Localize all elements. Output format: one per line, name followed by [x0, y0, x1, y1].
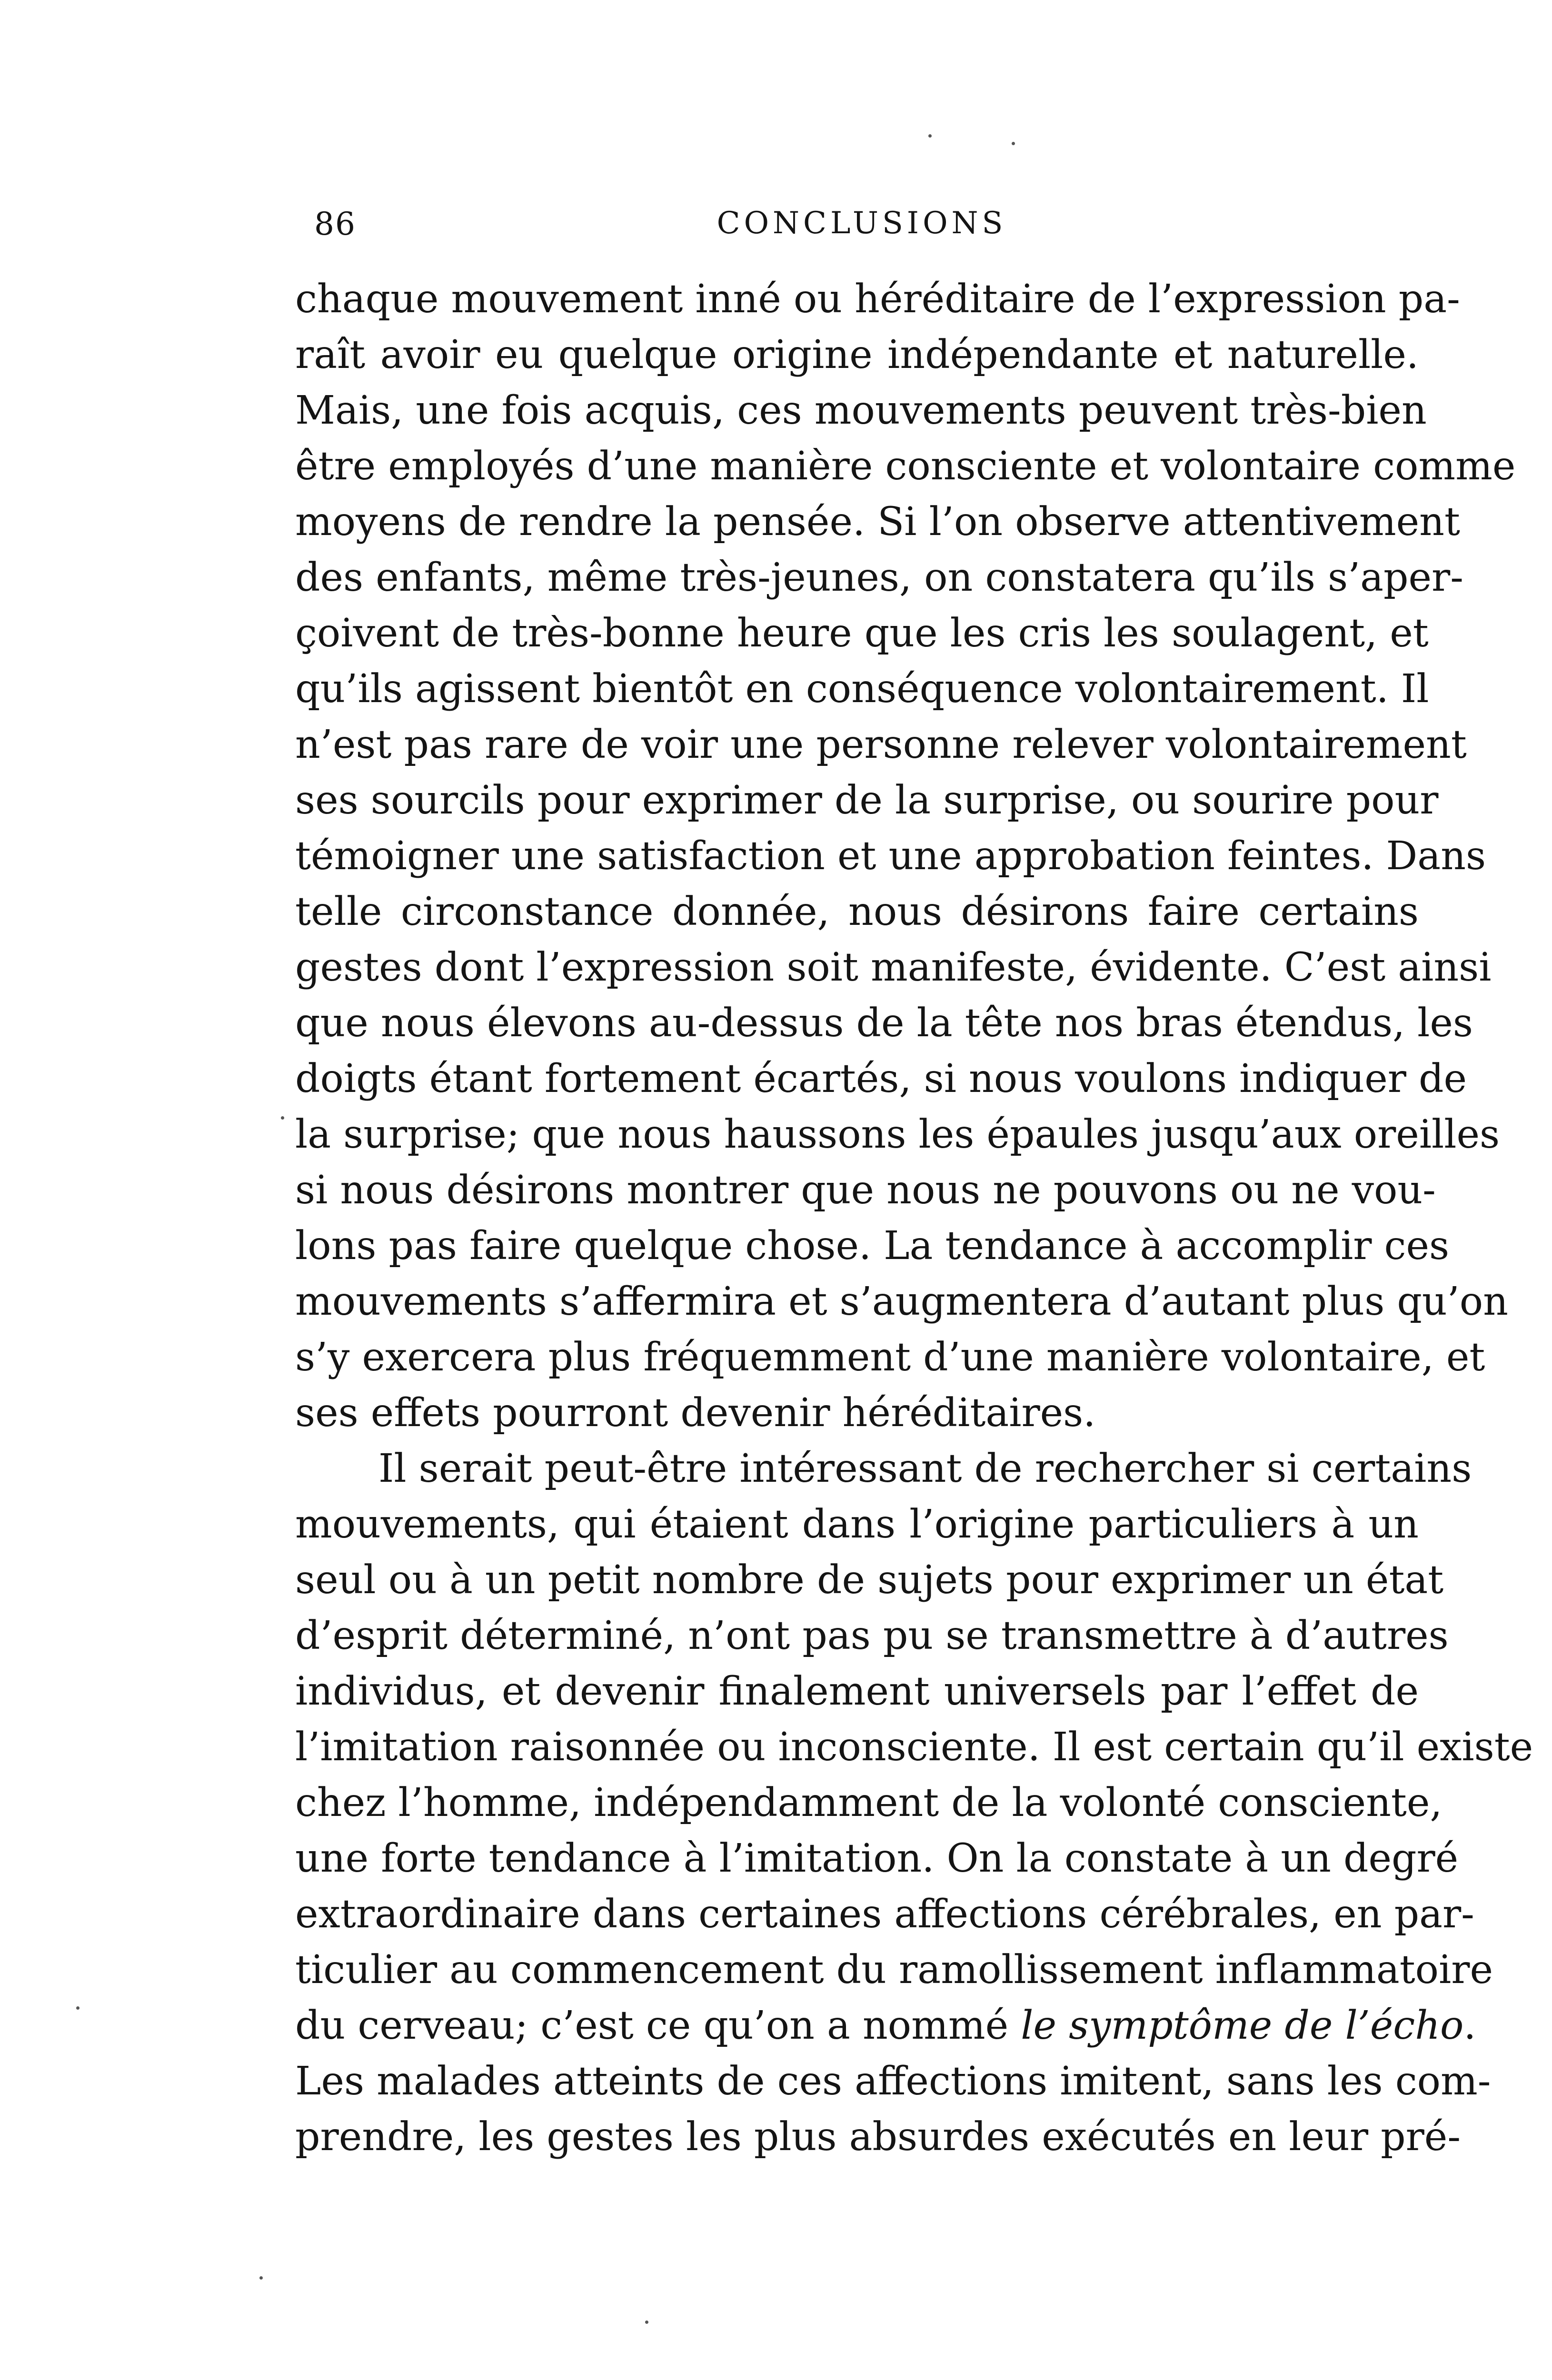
dust-speck: [281, 1116, 284, 1120]
text-line: telle circonstance donnée, nous désirons faire certains: [295, 889, 1419, 934]
page-header: [314, 206, 1409, 258]
text-line: si nous désirons montrer que nous ne pouvons ou ne vou-: [295, 1168, 1436, 1213]
italic-term: le symptôme de l’écho: [1021, 2003, 1464, 2048]
dust-speck: [76, 2006, 80, 2010]
text-line: l’imitation raisonnée ou inconsciente. Il est certain qu’il existe: [295, 1725, 1533, 1770]
text-line: ses sourcils pour exprimer de la surprise, ou sourire pour: [295, 778, 1439, 823]
dust-speck: [259, 2276, 263, 2280]
text-line: seul ou à un petit nombre de sujets pour exprimer un état: [295, 1557, 1444, 1603]
dust-speck: [928, 134, 932, 138]
text-line: n’est pas rare de voir une personne relever volontairement: [295, 722, 1467, 767]
text-line: mouvements, qui étaient dans l’origine particuliers à un: [295, 1502, 1419, 1547]
paragraph-2: [295, 1441, 1533, 2165]
text-line: chez l’homme, indépendamment de la volonté consciente,: [295, 1780, 1443, 1825]
text-line: doigts étant fortement écartés, si nous voulons indiquer de: [295, 1056, 1467, 1101]
text-line: lons pas faire quelque chose. La tendance à accomplir ces: [295, 1223, 1450, 1269]
text-line: des enfants, même très-jeunes, on constatera qu’ils s’aper-: [295, 555, 1463, 600]
text-line: ses effets pourront devenir héréditaires.: [295, 1390, 1096, 1436]
text-line: çoivent de très-bonne heure que les cris les soulagent, et: [295, 611, 1429, 656]
text-line: être employés d’une manière consciente et volontaire comme: [295, 444, 1516, 489]
text-line: mouvements s’affermira et s’augmentera d’autant plus qu’on: [295, 1279, 1508, 1324]
page-number: 86: [314, 206, 356, 242]
text-line: gestes dont l’expression soit manifeste, évidente. C’est ainsi: [295, 945, 1492, 990]
text-line: d’esprit déterminé, n’ont pas pu se transmettre à d’autres: [295, 1613, 1449, 1658]
paragraph-1: [295, 271, 1516, 1441]
text-line: individus, et devenir finalement universels par l’effet de: [295, 1669, 1419, 1714]
text-segment: du cerveau; c’est ce qu’on a nommé: [295, 2003, 1021, 2048]
text-line: Il serait peut-être intéressant de rechercher si certains: [378, 1446, 1472, 1491]
text-line: ticulier au commencement du ramollissement inflammatoire: [295, 1947, 1493, 1993]
text-line-with-italic: [295, 1998, 1476, 2053]
text-line: une forte tendance à l’imitation. On la constate à un degré: [295, 1836, 1459, 1881]
text-line: Mais, une fois acquis, ces mouvements peuvent très-bien: [295, 388, 1427, 433]
text-line: qu’ils agissent bientôt en conséquence volontairement. Il: [295, 666, 1429, 712]
running-head: CONCLUSIONS: [716, 206, 1007, 241]
text-line: témoigner une satisfaction et une approbation feintes. Dans: [295, 833, 1486, 879]
dust-speck: [645, 2320, 648, 2324]
text-line: moyens de rendre la pensée. Si l’on observe attentivement: [295, 499, 1460, 545]
text-line: la surprise; que nous haussons les épaules jusqu’aux oreilles: [295, 1112, 1500, 1157]
body-text: [295, 271, 1533, 2165]
text-line: raît avoir eu quelque origine indépendante et naturelle.: [295, 332, 1419, 377]
text-segment: .: [1463, 2003, 1476, 2048]
text-line: prendre, les gestes les plus absurdes exécutés en leur pré-: [295, 2114, 1461, 2160]
text-line: extraordinaire dans certaines affections cérébrales, en par-: [295, 1892, 1474, 1937]
text-line: s’y exercera plus fréquemment d’une manière volontaire, et: [295, 1335, 1485, 1380]
text-line: que nous élevons au-dessus de la tête nos bras étendus, les: [295, 1001, 1473, 1046]
text-line: chaque mouvement inné ou héréditaire de l’expression pa-: [295, 277, 1460, 322]
text-line: Les malades atteints de ces affections imitent, sans les com-: [295, 2059, 1491, 2104]
dust-speck: [1012, 142, 1015, 145]
